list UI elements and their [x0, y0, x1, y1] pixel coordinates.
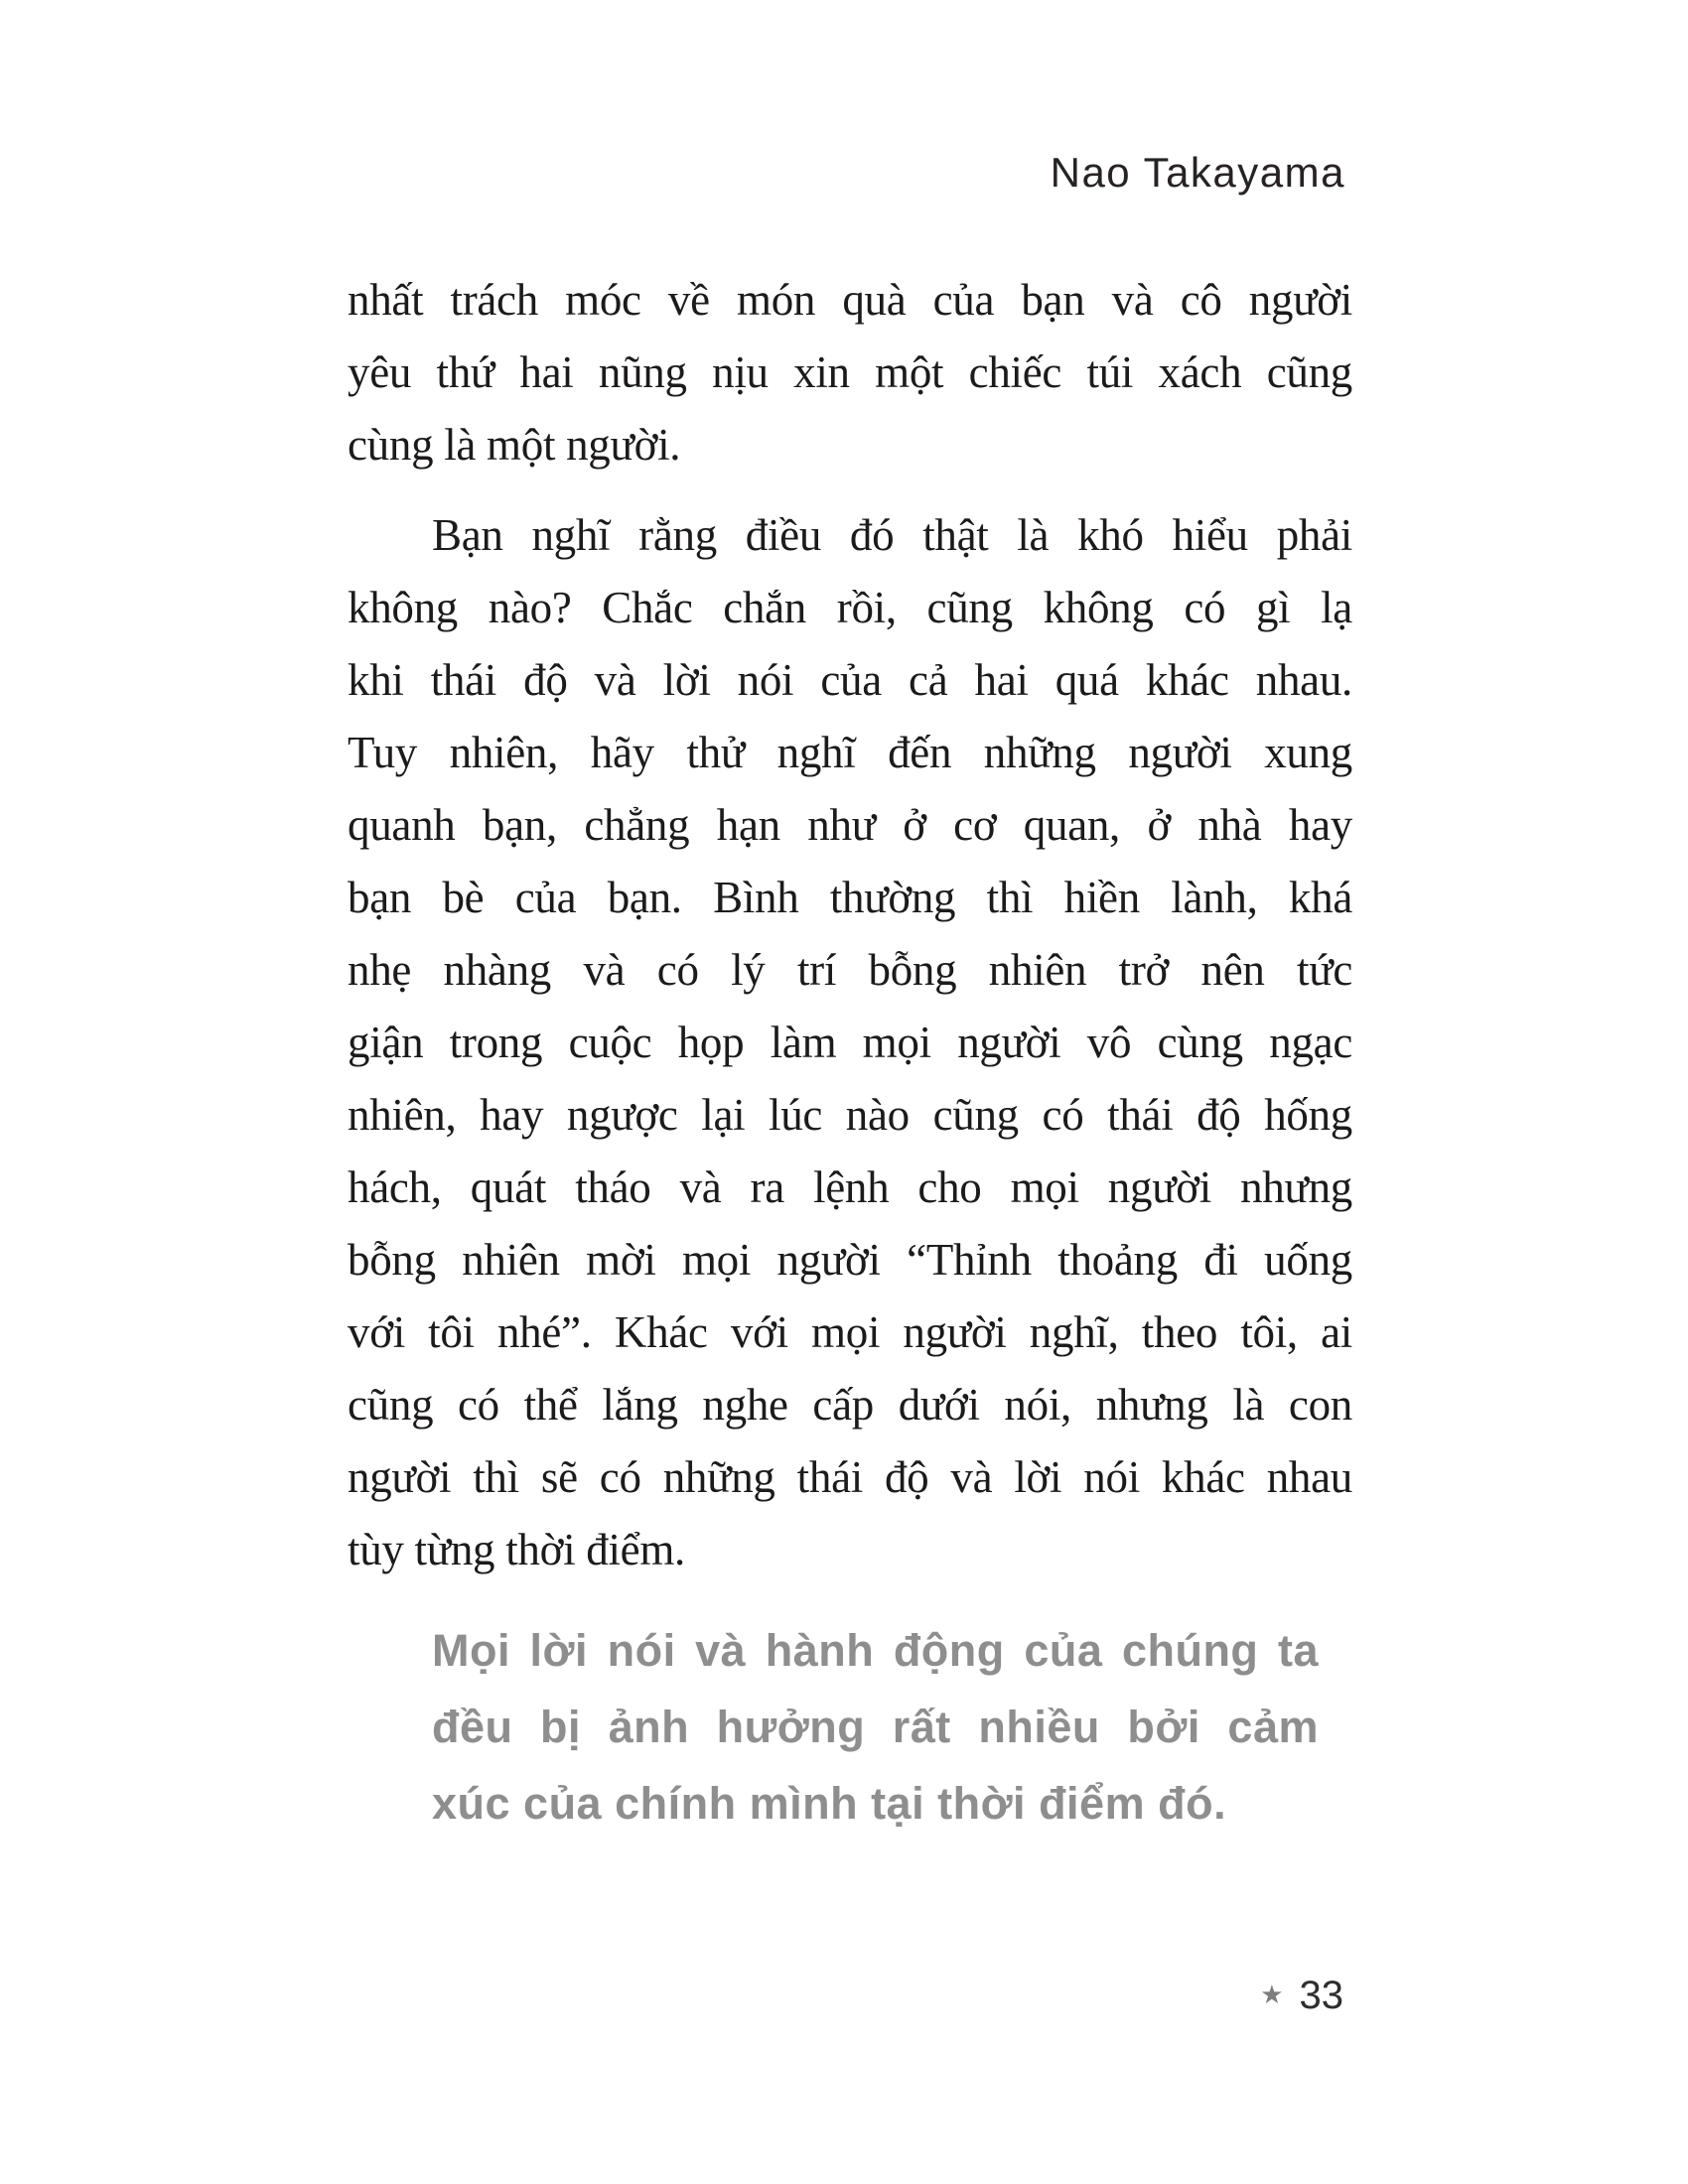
body-text-line: bạn bè của bạn. Bình thường thì hiền lành, khá: [348, 873, 1352, 922]
body-text-line: nhiên, hay ngược lại lúc nào cũng có thái độ hống: [348, 1090, 1352, 1140]
body-text-line: người thì sẽ có những thái độ và lời nói khác nhau: [348, 1452, 1352, 1502]
body-text-line: nhẹ nhàng và có lý trí bỗng nhiên trở nên tức: [348, 945, 1352, 995]
body-text-line: hách, quát tháo và ra lệnh cho mọi người nhưng: [348, 1162, 1352, 1212]
body-text-line: không nào? Chắc chắn rồi, cũng không có gì lạ: [348, 583, 1352, 632]
body-text-line: cùng là một người.: [348, 420, 681, 470]
body-text-block: [348, 264, 1352, 1842]
pull-quote: [432, 1612, 1319, 1842]
body-text-line: khi thái độ và lời nói của cả hai quá khác nhau.: [348, 655, 1352, 705]
body-text-line: giận trong cuộc họp làm mọi người vô cùng ngạc: [348, 1018, 1352, 1067]
star-icon: ★: [1260, 1980, 1284, 2010]
paragraph: [348, 264, 1352, 481]
body-text-line: Tuy nhiên, hãy thử nghĩ đến những người xung: [348, 728, 1352, 777]
body-text-line: bỗng nhiên mời mọi người “Thỉnh thoảng đi uống: [348, 1235, 1352, 1285]
body-text-line: với tôi nhé”. Khác với mọi người nghĩ, theo tôi, ai: [348, 1307, 1352, 1357]
quote-line: xúc của chính mình tại thời điểm đó.: [432, 1778, 1227, 1829]
page-header-author: Nao Takayama: [1050, 149, 1345, 196]
paragraph: [348, 499, 1352, 1586]
body-text-line: yêu thứ hai nũng nịu xin một chiếc túi xách cũng: [348, 347, 1352, 397]
page-number: 33: [1299, 1974, 1343, 2017]
body-text-line: cũng có thể lắng nghe cấp dưới nói, nhưng là con: [348, 1380, 1352, 1430]
body-text-line: quanh bạn, chẳng hạn như ở cơ quan, ở nhà hay: [348, 800, 1352, 850]
body-text-line: nhất trách móc về món quà của bạn và cô người: [348, 275, 1352, 325]
page-footer: [1260, 1976, 1343, 2015]
body-text-line: Bạn nghĩ rằng điều đó thật là khó hiểu phải: [432, 510, 1352, 560]
quote-line: đều bị ảnh hưởng rất nhiều bởi cảm: [432, 1702, 1319, 1752]
body-text-line: tùy từng thời điểm.: [348, 1525, 685, 1574]
quote-line: Mọi lời nói và hành động của chúng ta: [432, 1625, 1319, 1676]
